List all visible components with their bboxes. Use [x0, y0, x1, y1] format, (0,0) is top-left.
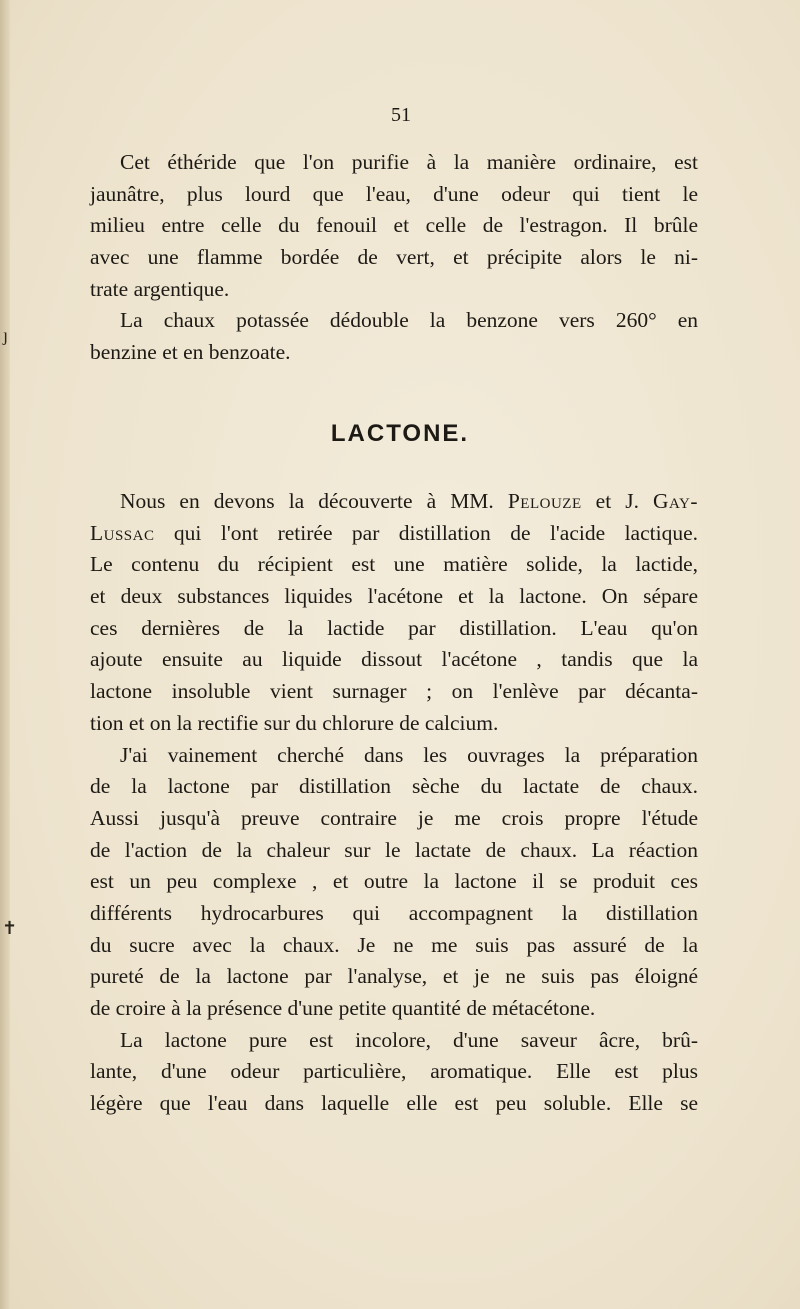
text-line: ajoute ensuite au liquide dissout l'acétone , tandis que la	[90, 647, 698, 672]
page-number: 51	[391, 104, 411, 126]
margin-mark: ✝	[2, 918, 18, 938]
text-line: différents hydrocarbures qui accompagnent la distillation	[90, 900, 698, 925]
text-line: est un peu complexe , et outre la lactone il se produit ces	[90, 869, 698, 894]
text-line: milieu entre celle du fenouil et celle de l'estragon. Il brûle	[90, 213, 698, 238]
text-line: et deux substances liquides l'acétone et la lactone. On sépare	[90, 584, 698, 609]
author-name: Pelouze	[507, 489, 582, 513]
text-line: de l'action de la chaleur sur le lactate de chaux. La réaction	[90, 837, 698, 862]
author-name: Gay-	[653, 489, 698, 513]
text-line: légère que l'eau dans laquelle elle est peu soluble. Elle se	[90, 1091, 698, 1116]
text-line: J'ai vainement cherché dans les ouvrages la préparation	[120, 742, 698, 767]
text-line: La chaux potassée dédouble la benzone vers 260° en	[120, 308, 698, 333]
author-name: Lussac	[90, 520, 155, 545]
text-line: trate argentique.	[90, 276, 230, 301]
text-line: pureté de la lactone par l'analyse, et je ne suis pas éloigné	[90, 964, 698, 989]
lactone-section-body	[90, 486, 698, 1120]
text-line: Cet éthéride que l'on purifie à la manière ordinaire, est	[120, 150, 698, 174]
text-line: Aussi jusqu'à preuve contraire je me crois propre l'étude	[90, 805, 698, 830]
text-span: et J.	[581, 489, 654, 513]
text-line: du sucre avec la chaux. Je ne me suis pas assuré de la	[90, 932, 698, 957]
text-line: de croire à la présence d'une petite quantité de métacétone.	[90, 996, 596, 1020]
text-line	[90, 486, 698, 518]
text-line: benzine et en benzoate.	[90, 340, 291, 365]
text-line: Le contenu du récipient est une matière solide, la lactide,	[90, 552, 698, 577]
section-heading: LACTONE.	[330, 420, 470, 447]
text-span: qui l'ont retirée par distillation de l'acide lactique.	[154, 520, 698, 545]
text-line: avec une flamme bordée de vert, et précipite alors le ni-	[90, 245, 698, 270]
page-binding-edge	[0, 0, 10, 1309]
text-span: Nous en devons la découverte à MM.	[120, 489, 508, 513]
text-line: ces dernières de la lactide par distillation. L'eau qu'on	[90, 615, 698, 640]
text-line: lactone insoluble vient surnager ; on l'enlève par décanta-	[90, 679, 698, 704]
text-line	[90, 518, 698, 550]
text-line: La lactone pure est incolore, d'une saveur âcre, brû-	[120, 1027, 698, 1052]
text-line: tion et on la rectifie sur du chlorure de calcium.	[90, 710, 499, 735]
text-line: lante, d'une odeur particulière, aromatique. Elle est plus	[90, 1059, 698, 1084]
margin-mark: ȷ	[3, 325, 9, 345]
intro-paragraphs	[90, 147, 698, 369]
text-line: de la lactone par distillation sèche du lactate de chaux.	[90, 774, 698, 799]
text-line: jaunâtre, plus lourd que l'eau, d'une odeur qui tient le	[90, 181, 698, 206]
